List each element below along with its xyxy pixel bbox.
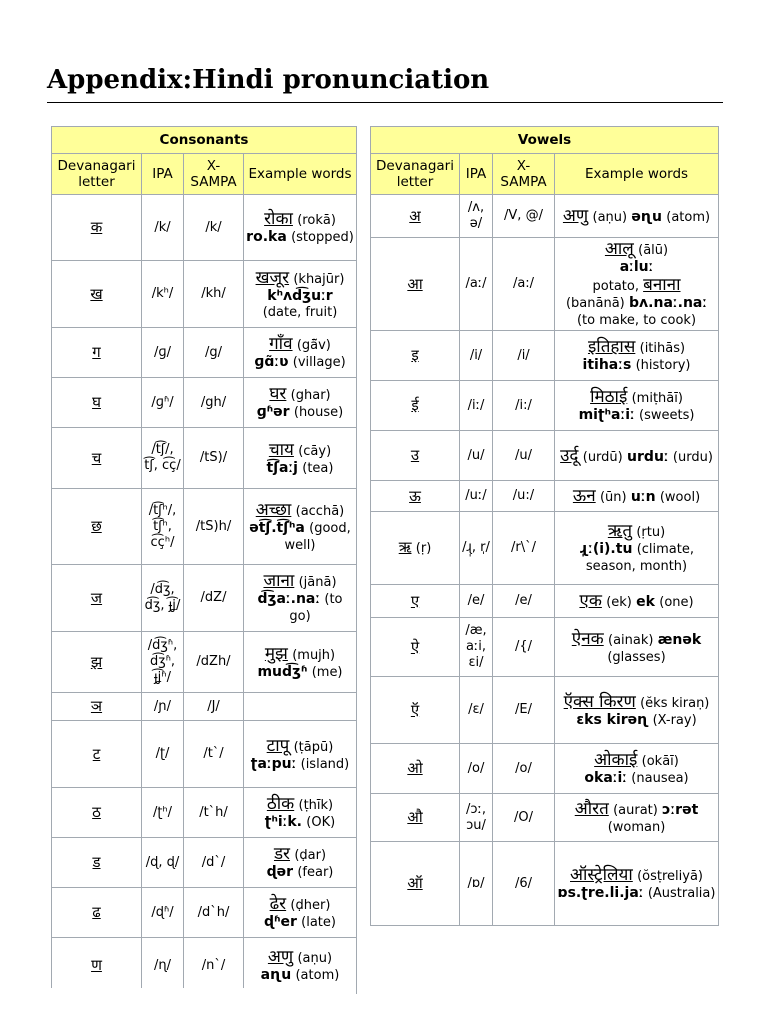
example-transliteration: (aṇu) xyxy=(592,210,628,225)
example-transliteration: (mujh) xyxy=(292,647,336,663)
letter-cell xyxy=(371,794,460,842)
vowels-caption: Vowels xyxy=(371,127,719,154)
xsampa-cell: /n`/ xyxy=(184,938,244,994)
example-cell xyxy=(555,618,719,677)
example-ipa: ɻ̩ː(i).tu xyxy=(579,541,633,557)
ipa-cell: /ɻ̩, r̩/ xyxy=(460,512,493,585)
ipa-cell: /ɖʱ/ xyxy=(142,888,184,938)
letter-cell xyxy=(52,195,142,261)
example-gloss: (fear) xyxy=(297,865,334,880)
example-gloss: (X-ray) xyxy=(652,712,697,728)
letter-cell xyxy=(52,428,142,489)
page-cutoff xyxy=(51,988,356,1024)
xsampa-cell: /E/ xyxy=(493,677,555,744)
example-transliteration: (ālū) xyxy=(638,243,669,258)
ipa-cell: /e/ xyxy=(460,585,493,618)
ipa-cell: /æ, aːi, ɛi/ xyxy=(460,618,493,677)
table-row xyxy=(371,331,719,381)
example-word[interactable]: गाँव xyxy=(269,334,293,354)
ipa-cell: /ɛ/ xyxy=(460,677,493,744)
xsampa-cell: /gh/ xyxy=(184,378,244,428)
example-word[interactable]: टापू xyxy=(266,735,290,756)
example-ipa: okaːiː xyxy=(584,770,627,786)
ipa-cell: /uː/ xyxy=(460,481,493,512)
example-gloss: (stopped) xyxy=(291,230,354,245)
example-ipa: ɒs.ʈre.li.jaː xyxy=(557,885,644,901)
devanagari-letter[interactable]: छ xyxy=(91,517,102,535)
xsampa-cell: /i/ xyxy=(493,331,555,381)
table-row xyxy=(371,431,719,481)
table-row xyxy=(52,261,357,328)
letter-transliteration: (ṛ) xyxy=(415,541,432,556)
xsampa-cell: /{/ xyxy=(493,618,555,677)
example-cell xyxy=(244,721,357,788)
example-cell xyxy=(555,794,719,842)
example-cell xyxy=(555,195,719,238)
ipa-cell: /ɒ/ xyxy=(460,842,493,926)
example-transliteration: (jānā) xyxy=(298,575,337,590)
example-ipa: ɖər xyxy=(266,864,294,880)
letter-cell xyxy=(371,677,460,744)
example-cell xyxy=(555,431,719,481)
devanagari-letter[interactable]: घ xyxy=(92,393,101,411)
letter-cell xyxy=(371,512,460,585)
example-gloss: (sweets) xyxy=(639,408,695,423)
example-transliteration: (ŏsṭreliyā) xyxy=(637,869,703,884)
example-word[interactable]: ओकाई xyxy=(594,750,638,770)
table-row xyxy=(371,677,719,744)
xsampa-cell: /e/ xyxy=(493,585,555,618)
devanagari-letter[interactable]: ठ xyxy=(92,803,101,821)
example-gloss: (one) xyxy=(659,595,694,610)
example-transliteration: (ghar) xyxy=(290,388,331,403)
example-cell xyxy=(555,512,719,585)
example-ipa: uːn xyxy=(630,489,656,505)
xsampa-cell: /tS)h/ xyxy=(184,489,244,565)
letter-cell xyxy=(371,585,460,618)
xsampa-cell: /i:/ xyxy=(493,381,555,431)
example-transliteration: (ṭāpū) xyxy=(293,739,334,755)
xsampa-cell: /kh/ xyxy=(184,261,244,328)
letter-cell xyxy=(52,788,142,838)
example-ipa: ɛks kirəɳ xyxy=(576,711,649,728)
header-xsampa: X-SAMPA xyxy=(184,154,244,195)
example-cell xyxy=(244,489,357,565)
letter-cell xyxy=(371,331,460,381)
example-ipa: ɡʱər xyxy=(256,404,290,420)
page-title: Appendix:Hindi pronunciation xyxy=(47,60,723,103)
example-word[interactable]: ढेर xyxy=(269,894,287,914)
example-gloss: (island) xyxy=(300,756,350,772)
table-row xyxy=(52,938,357,994)
xsampa-cell: /o/ xyxy=(493,744,555,794)
example-cell xyxy=(244,565,357,632)
example-ipa: d͡ʒaː.naː xyxy=(257,591,321,607)
xsampa-cell: /r\`/ xyxy=(493,512,555,585)
xsampa-cell: /O/ xyxy=(493,794,555,842)
ipa-cell: /iː/ xyxy=(460,381,493,431)
example-word[interactable]: मिठाई xyxy=(590,387,628,407)
example-gloss: (village) xyxy=(292,355,346,370)
example-gloss: (good, well) xyxy=(284,520,351,553)
xsampa-cell: /dZ/ xyxy=(184,565,244,632)
table-row xyxy=(371,238,719,331)
example-cell xyxy=(555,585,719,618)
letter-cell xyxy=(52,938,142,994)
example-ipa: bʌ.naː.naː xyxy=(629,295,708,311)
ipa-cell: /u/ xyxy=(460,431,493,481)
devanagari-letter[interactable]: ऊ xyxy=(409,486,421,505)
xsampa-cell: /J/ xyxy=(184,693,244,721)
example-word[interactable]: ऋतु xyxy=(607,521,633,541)
table-row xyxy=(52,378,357,428)
example-transliteration: (ainak) xyxy=(608,632,654,648)
table-row xyxy=(371,381,719,431)
example-gloss: (history) xyxy=(635,358,691,373)
example-gloss: (glasses) xyxy=(607,649,666,665)
devanagari-letter[interactable]: ढ xyxy=(92,903,101,921)
devanagari-letter[interactable]: ड xyxy=(92,853,101,871)
letter-cell xyxy=(371,431,460,481)
ipa-cell: /o/ xyxy=(460,744,493,794)
table-row xyxy=(52,565,357,632)
letter-cell xyxy=(371,381,460,431)
example-transliteration: (urdū) xyxy=(582,449,623,465)
xsampa-cell: /u/ xyxy=(493,431,555,481)
consonants-caption: Consonants xyxy=(52,127,357,154)
example-word[interactable]: अणु xyxy=(267,947,294,967)
ipa-cell: /ɔː, ɔu/ xyxy=(460,794,493,842)
example-ipa: aɳu xyxy=(260,967,292,983)
devanagari-letter[interactable]: ऐ xyxy=(410,637,420,656)
example-transliteration: (gā̃v) xyxy=(296,338,331,353)
header-ipa: IPA xyxy=(460,154,493,195)
example-gloss: (house) xyxy=(293,405,344,420)
example-ipa: ət͡ʃ.t͡ʃʰa xyxy=(249,519,305,536)
ipa-cell: /i/ xyxy=(460,331,493,381)
example-transliteration: (rokā) xyxy=(297,213,336,228)
table-row xyxy=(371,195,719,238)
example-ipa: miʈʰaːiː xyxy=(578,407,635,423)
ipa-cell: /kʰ/ xyxy=(142,261,184,328)
table-row xyxy=(371,481,719,512)
example-gloss: (late) xyxy=(301,915,336,930)
ipa-cell: /d͡ʒ, d͡ʒ, ɟ͡ʝ/ xyxy=(142,565,184,632)
devanagari-letter[interactable]: ज xyxy=(90,588,103,607)
devanagari-letter[interactable]: ण xyxy=(91,956,102,974)
header-devanagari: Devanagari letter xyxy=(52,154,142,195)
example-ipa: mud͡ʒʱ xyxy=(257,663,308,680)
example-word[interactable]: बनाना xyxy=(643,275,681,295)
example-gloss: (nausea) xyxy=(631,771,689,786)
devanagari-letter[interactable]: उ xyxy=(410,446,420,464)
example-cell xyxy=(244,195,357,261)
header-devanagari: Devanagari letter xyxy=(371,154,460,195)
example-cell xyxy=(555,381,719,431)
example-gloss: (date, fruit) xyxy=(262,304,338,320)
example-gloss: (to go) xyxy=(289,592,343,624)
xsampa-cell: /6/ xyxy=(493,842,555,926)
devanagari-letter[interactable]: क xyxy=(90,218,103,236)
example-word[interactable]: उर्दू xyxy=(560,445,579,466)
xsampa-cell: /t`/ xyxy=(184,721,244,788)
letter-cell xyxy=(371,238,460,331)
example-ipa: urduː xyxy=(627,448,669,465)
letter-cell xyxy=(52,693,142,721)
xsampa-cell: /V, @/ xyxy=(493,195,555,238)
devanagari-letter[interactable]: ञ xyxy=(90,697,103,715)
example-transliteration: (ek) xyxy=(606,595,632,610)
ipa-cell: /ɲ/ xyxy=(142,693,184,721)
example-gloss: (atom) xyxy=(295,968,340,983)
example-word[interactable]: इतिहास xyxy=(587,337,636,357)
example-transliteration: (ṛtu) xyxy=(636,525,666,540)
xsampa-cell: /u:/ xyxy=(493,481,555,512)
table-row xyxy=(52,788,357,838)
consonants-body xyxy=(52,195,357,994)
table-row xyxy=(371,842,719,926)
devanagari-letter[interactable]: च xyxy=(91,448,102,467)
devanagari-letter[interactable]: इ xyxy=(411,346,419,364)
example-word[interactable]: घर xyxy=(269,384,287,404)
ipa-cell: /aː/ xyxy=(460,238,493,331)
example-word[interactable]: डर xyxy=(273,844,291,864)
xsampa-cell: /t`h/ xyxy=(184,788,244,838)
example-word[interactable]: ऐनक xyxy=(571,628,604,649)
example-gloss: (tea) xyxy=(302,460,334,476)
vowels-table xyxy=(370,126,719,926)
ipa-cell: /ɡʱ/ xyxy=(142,378,184,428)
example-gloss: (wool) xyxy=(659,490,701,505)
table-row xyxy=(52,489,357,565)
table-row xyxy=(52,693,357,721)
table-row xyxy=(52,195,357,261)
devanagari-letter[interactable]: ओ xyxy=(407,759,423,777)
example-ipa: aːluː xyxy=(619,259,654,275)
example-cell xyxy=(244,632,357,693)
letter-cell xyxy=(52,888,142,938)
example-gloss: (Australia) xyxy=(647,886,716,901)
ipa-cell: /d͡ʒʱ, d͡ʒʱ, ɟ͡ʝʱ/ xyxy=(142,632,184,693)
ipa-cell: /ɖ, ɖ/ xyxy=(142,838,184,888)
example-cell xyxy=(244,261,357,328)
devanagari-letter[interactable]: औ xyxy=(407,808,423,826)
header-example: Example words xyxy=(244,154,357,195)
table-row xyxy=(52,888,357,938)
example-transliteration: (miṭhāī) xyxy=(631,391,683,406)
example-word[interactable]: अच्छा xyxy=(255,499,292,520)
example-ipa: ɖʱer xyxy=(264,914,297,930)
example-ipa: əɳu xyxy=(631,209,662,225)
xsampa-cell: /k/ xyxy=(184,195,244,261)
example-word[interactable]: ठीक xyxy=(266,794,295,814)
devanagari-letter[interactable]: ट xyxy=(92,744,101,763)
example-gloss: (atom) xyxy=(666,210,711,225)
example-gloss: (OK) xyxy=(306,815,336,830)
example-ipa: ro.ka xyxy=(246,229,287,245)
example-cell xyxy=(555,481,719,512)
letter-cell xyxy=(52,489,142,565)
table-row xyxy=(371,585,719,618)
ipa-cell: /ɳ/ xyxy=(142,938,184,994)
table-row xyxy=(52,328,357,378)
table-row xyxy=(52,721,357,788)
header-xsampa: X-SAMPA xyxy=(493,154,555,195)
letter-cell xyxy=(52,632,142,693)
table-row xyxy=(52,632,357,693)
example-cell xyxy=(555,238,719,331)
letter-cell xyxy=(52,838,142,888)
letter-cell xyxy=(371,744,460,794)
devanagari-letter[interactable]: ग xyxy=(92,343,101,361)
ipa-cell: /ʈ/ xyxy=(142,721,184,788)
example-transliteration: (ĕks kiraṇ) xyxy=(640,695,710,711)
example-cell xyxy=(244,838,357,888)
letter-cell xyxy=(52,328,142,378)
example-transliteration: (okāī) xyxy=(641,754,679,769)
example-word[interactable]: ऊन xyxy=(572,486,596,506)
table-row xyxy=(52,428,357,489)
table-row xyxy=(371,512,719,585)
example-cell xyxy=(555,744,719,794)
devanagari-letter[interactable]: झ xyxy=(90,652,103,671)
example-word[interactable]: अणु xyxy=(562,206,589,226)
example-ipa: kʰʌd͡ʒuːr xyxy=(267,287,333,304)
xsampa-cell: /g/ xyxy=(184,328,244,378)
example-transliteration: (khajūr) xyxy=(293,271,345,287)
example-word[interactable]: आलू xyxy=(604,239,634,259)
example-gloss: (to make, to cook) xyxy=(576,313,697,328)
table-row xyxy=(371,794,719,842)
example-ipa: ʈaːpuː xyxy=(250,755,297,772)
devanagari-letter[interactable]: ऑ xyxy=(407,874,423,892)
example-word[interactable]: खजूर xyxy=(255,267,290,288)
example-gloss: (urdu) xyxy=(672,449,713,465)
letter-cell xyxy=(371,481,460,512)
example-word[interactable]: ऑस्ट्रेलिया xyxy=(570,865,633,885)
example-cell xyxy=(244,428,357,489)
example-gloss: (climate, season, month) xyxy=(585,542,695,574)
ipa-cell: /t͡ʃ/, t͡ʃ, c͡ç/ xyxy=(142,428,184,489)
ipa-cell: /ɡ/ xyxy=(142,328,184,378)
letter-cell xyxy=(52,378,142,428)
devanagari-letter[interactable]: ऋ xyxy=(398,538,412,556)
example-cell xyxy=(244,938,357,994)
ipa-cell: /k/ xyxy=(142,195,184,261)
devanagari-letter[interactable]: अ xyxy=(409,206,421,225)
example-word[interactable]: चाय xyxy=(268,439,294,460)
example-transliteration: (itihās) xyxy=(639,341,686,356)
example-cell xyxy=(244,378,357,428)
example-word[interactable]: ऍक्स किरण xyxy=(563,691,636,712)
header-ipa: IPA xyxy=(142,154,184,195)
example-ipa: t͡ʃaːj xyxy=(266,459,298,476)
xsampa-cell: /d`h/ xyxy=(184,888,244,938)
example-gloss: potato, xyxy=(592,279,644,294)
letter-cell xyxy=(371,195,460,238)
xsampa-cell: /d`/ xyxy=(184,838,244,888)
xsampa-cell: /dZh/ xyxy=(184,632,244,693)
table-row xyxy=(371,618,719,677)
devanagari-letter[interactable]: ख xyxy=(90,284,103,303)
devanagari-letter[interactable]: ऍ xyxy=(410,700,420,719)
devanagari-letter[interactable]: ई xyxy=(411,396,419,414)
example-transliteration: (ḍher) xyxy=(290,898,331,913)
example-word[interactable]: एक xyxy=(579,591,602,611)
letter-cell xyxy=(52,565,142,632)
example-word[interactable]: औरत xyxy=(574,799,609,819)
letter-cell xyxy=(371,618,460,677)
header-example: Example words xyxy=(555,154,719,195)
letter-cell xyxy=(52,721,142,788)
example-transliteration: (cāy) xyxy=(298,443,332,459)
example-ipa: ek xyxy=(636,594,655,610)
example-transliteration: (ūn) xyxy=(599,490,627,505)
example-gloss: (me) xyxy=(311,664,343,680)
example-cell xyxy=(555,842,719,926)
example-word[interactable]: जाना xyxy=(263,571,295,591)
example-ipa: ɔːrət xyxy=(662,802,699,818)
ipa-cell: /ʌ, ə/ xyxy=(460,195,493,238)
vowels-body xyxy=(371,195,719,926)
example-cell xyxy=(244,328,357,378)
letter-cell xyxy=(371,842,460,926)
example-ipa: ʈʰiːk. xyxy=(264,814,302,830)
example-transliteration: (ḍar) xyxy=(294,848,327,863)
ipa-cell: /ʈʰ/ xyxy=(142,788,184,838)
example-gloss: (woman) xyxy=(607,820,666,835)
example-cell xyxy=(555,677,719,744)
xsampa-cell: /a:/ xyxy=(493,238,555,331)
example-transliteration: (aurat) xyxy=(613,803,658,818)
example-cell xyxy=(244,888,357,938)
example-ipa: itihaːs xyxy=(582,357,632,373)
consonants-table xyxy=(51,126,357,994)
table-row xyxy=(52,838,357,888)
example-transliteration: (banānā) xyxy=(565,296,625,311)
table-row xyxy=(371,744,719,794)
example-cell xyxy=(244,788,357,838)
example-cell xyxy=(244,693,357,721)
devanagari-letter[interactable]: आ xyxy=(407,274,423,293)
devanagari-letter[interactable]: ए xyxy=(410,591,420,610)
example-ipa: ɡɑ̃ːʋ xyxy=(254,354,289,370)
example-word[interactable]: मुझ xyxy=(264,643,288,664)
letter-cell xyxy=(52,261,142,328)
example-word[interactable]: रोका xyxy=(264,209,293,229)
example-transliteration: (ṭhīk) xyxy=(298,798,334,813)
example-ipa: ænək xyxy=(657,631,702,648)
example-transliteration: (aṇu) xyxy=(297,951,333,966)
xsampa-cell: /tS)/ xyxy=(184,428,244,489)
ipa-cell: /t͡ʃʰ/, t͡ʃʰ, c͡çʰ/ xyxy=(142,489,184,565)
example-transliteration: (acchā) xyxy=(295,503,345,519)
example-cell xyxy=(555,331,719,381)
